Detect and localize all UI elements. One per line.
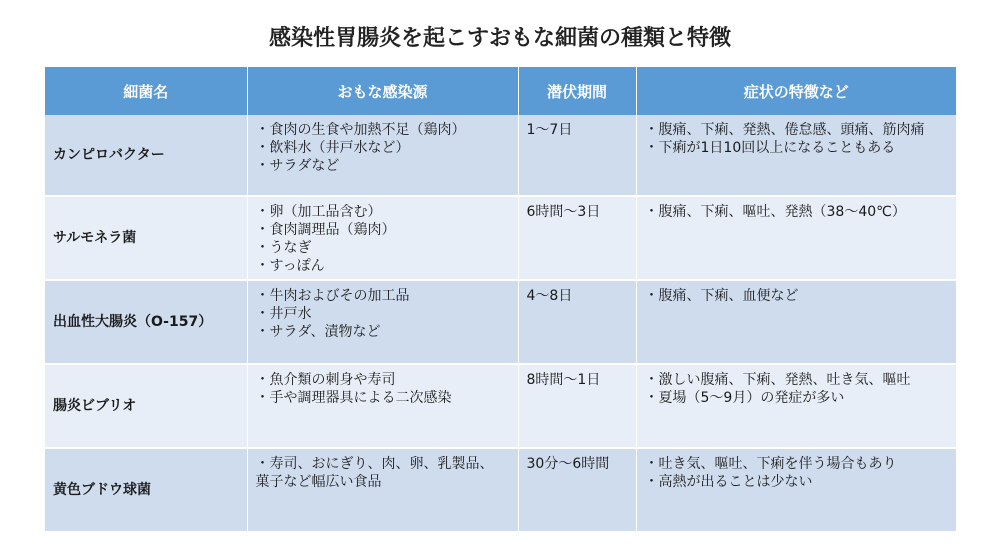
symptom-item: ・高熱が出ることは少ない bbox=[644, 474, 813, 490]
symptoms-cell bbox=[636, 448, 956, 532]
symptom-item: ・吐き気、嘔吐、下痢を伴う場合もあり bbox=[644, 456, 897, 472]
table-row bbox=[45, 364, 956, 448]
symptoms-cell bbox=[636, 115, 956, 196]
symptom-item: ・腹痛、下痢、嘔吐、発熱（38〜40℃） bbox=[644, 204, 906, 220]
header-infection-source: おもな感染源 bbox=[247, 67, 518, 115]
bacteria-name-cell: サルモネラ菌 bbox=[45, 196, 247, 280]
source-item: ・うなぎ bbox=[255, 240, 312, 256]
source-item: ・牛肉およびその加工品 bbox=[255, 288, 410, 304]
incubation-period-cell: 8時間〜1日 bbox=[518, 364, 636, 448]
header-bacteria-name: 細菌名 bbox=[45, 67, 247, 115]
header-symptoms: 症状の特徴など bbox=[636, 67, 956, 115]
symptom-item: ・腹痛、下痢、発熱、倦怠感、頭痛、筋肉痛 bbox=[644, 122, 925, 138]
symptoms-cell bbox=[636, 364, 956, 448]
infection-source-cell bbox=[247, 448, 518, 532]
source-item: ・手や調理器具による二次感染 bbox=[255, 390, 452, 406]
table-header-row bbox=[45, 67, 956, 115]
source-item: ・サラダなど bbox=[255, 158, 340, 174]
header-incubation-period: 潜伏期間 bbox=[518, 67, 636, 115]
table-row bbox=[45, 448, 956, 532]
source-item: ・飲料水（井戸水など） bbox=[255, 140, 410, 156]
infection-source-cell bbox=[247, 364, 518, 448]
bacteria-name-cell: カンピロバクター bbox=[45, 115, 247, 196]
symptom-item: ・激しい腹痛、下痢、発熱、吐き気、嘔吐 bbox=[644, 372, 911, 388]
bacteria-table bbox=[45, 67, 956, 533]
page-title: 感染性胃腸炎を起こすおもな細菌の種類と特徴 bbox=[268, 26, 731, 51]
incubation-period-cell: 1〜7日 bbox=[518, 115, 636, 196]
bacteria-name-cell: 腸炎ビブリオ bbox=[45, 364, 247, 448]
table-row bbox=[45, 196, 956, 280]
symptom-item: ・夏場（5〜9月）の発症が多い bbox=[644, 390, 845, 406]
infection-source-cell bbox=[247, 115, 518, 196]
table-row bbox=[45, 280, 956, 364]
source-item: ・食肉調理品（鶏肉） bbox=[255, 222, 396, 238]
source-item: ・すっぽん bbox=[255, 258, 325, 274]
source-item: ・井戸水 bbox=[255, 306, 312, 322]
source-item: ・寿司、おにぎり、肉、卵、乳製品、 bbox=[255, 456, 494, 472]
source-item: ・卵（加工品含む） bbox=[255, 204, 382, 220]
source-item: ・魚介類の刺身や寿司 bbox=[255, 372, 396, 388]
infection-source-cell bbox=[247, 196, 518, 280]
symptoms-cell bbox=[636, 280, 956, 364]
bacteria-name-cell: 黄色ブドウ球菌 bbox=[45, 448, 247, 532]
source-item: 菓子など幅広い食品 bbox=[255, 474, 382, 490]
source-item: ・食肉の生食や加熱不足（鶏肉） bbox=[255, 122, 466, 138]
incubation-period-cell: 30分〜6時間 bbox=[518, 448, 636, 532]
bacteria-name-cell: 出血性大腸炎（O-157） bbox=[45, 280, 247, 364]
incubation-period-cell: 6時間〜3日 bbox=[518, 196, 636, 280]
source-item: ・サラダ、漬物など bbox=[255, 324, 381, 340]
symptom-item: ・腹痛、下痢、血便など bbox=[644, 288, 799, 304]
symptom-item: ・下痢が1日10回以上になることもある bbox=[644, 140, 896, 156]
infection-source-cell bbox=[247, 280, 518, 364]
symptoms-cell bbox=[636, 196, 956, 280]
incubation-period-cell: 4〜8日 bbox=[518, 280, 636, 364]
table-row bbox=[45, 115, 956, 196]
